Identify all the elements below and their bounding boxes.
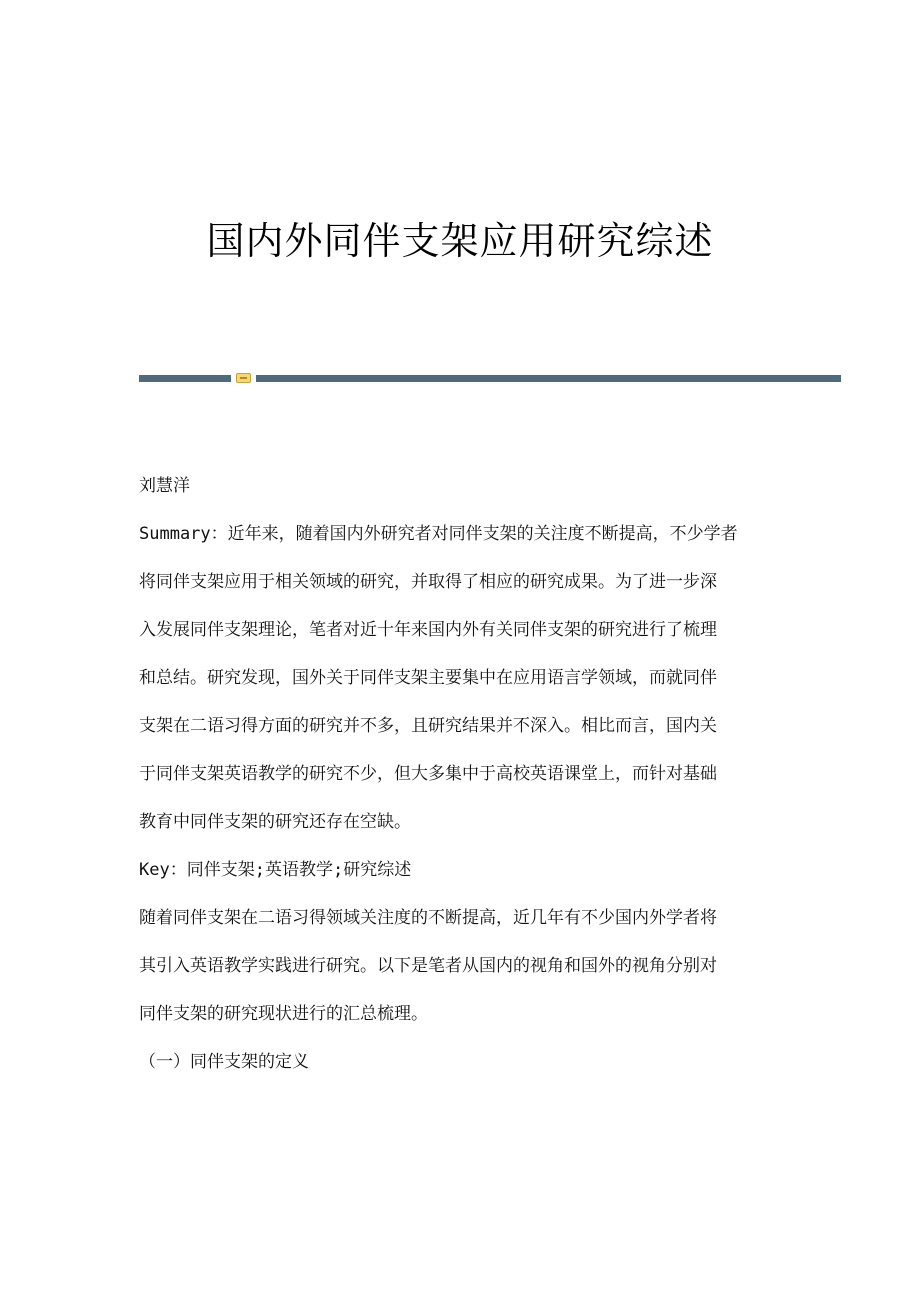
title-divider: [139, 373, 841, 383]
document-title: 国内外同伴支架应用研究综述: [206, 219, 714, 263]
abstract-line: [139, 510, 789, 558]
keywords-line: [139, 846, 789, 894]
keywords-text: 同伴支架;英语教学;研究综述: [186, 860, 412, 880]
section-heading: （一）同伴支架的定义: [139, 1052, 309, 1072]
intro-line: 随着同伴支架在二语习得领域关注度的不断提高，近几年有不少国内外学者将: [139, 908, 717, 928]
divider-ornament-icon: [236, 373, 251, 383]
intro-line: 同伴支架的研究现状进行的汇总梳理。: [139, 1004, 428, 1024]
abstract-line: 支架在二语习得方面的研究并不多，且研究结果并不深入。相比而言，国内关: [139, 716, 717, 736]
abstract-line: 入发展同伴支架理论，笔者对近十年来国内外有关同伴支架的研究进行了梳理: [139, 620, 717, 640]
divider-right-bar: [256, 375, 841, 382]
document-body: [139, 462, 789, 1086]
divider-left-bar: [139, 375, 231, 382]
intro-line: 其引入英语教学实践进行研究。以下是笔者从国内的视角和国外的视角分别对: [139, 956, 717, 976]
abstract-line: 将同伴支架应用于相关领域的研究，并取得了相应的研究成果。为了进一步深: [139, 572, 717, 592]
keywords-label: Key：: [139, 860, 187, 880]
intro-paragraph: [139, 894, 789, 1038]
abstract-line: 教育中同伴支架的研究还存在空缺。: [139, 812, 411, 832]
abstract-paragraph: [139, 510, 789, 846]
abstract-label: Summary：: [139, 524, 228, 544]
abstract-text: 近年来，随着国内外研究者对同伴支架的关注度不断提高，不少学者: [227, 524, 738, 544]
author-name: 刘慧洋: [139, 476, 190, 496]
abstract-line: 于同伴支架英语教学的研究不少，但大多集中于高校英语课堂上，而针对基础: [139, 764, 717, 784]
abstract-line: 和总结。研究发现，国外关于同伴支架主要集中在应用语言学领域，而就同伴: [139, 668, 717, 688]
